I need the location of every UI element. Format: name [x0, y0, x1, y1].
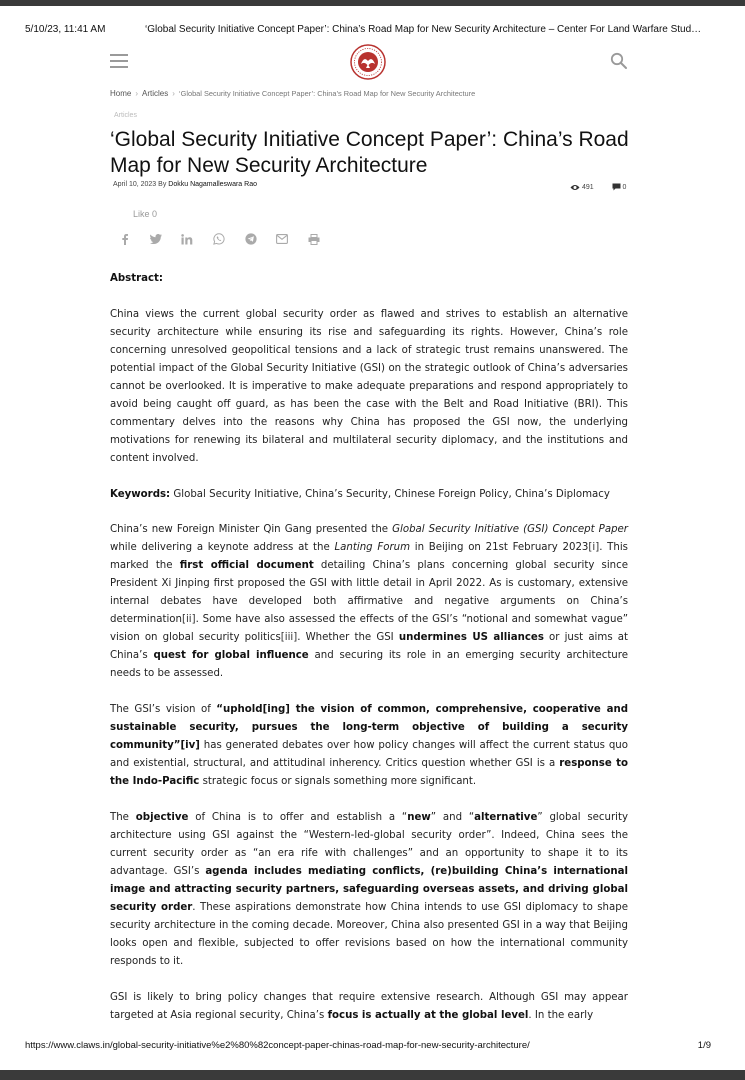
- search-icon[interactable]: [610, 52, 628, 70]
- claws-logo[interactable]: [350, 44, 386, 80]
- site-header: [110, 44, 628, 78]
- comment-icon[interactable]: [612, 184, 621, 191]
- top-edge-bar: [0, 0, 745, 6]
- print-footer: [25, 1040, 711, 1051]
- keywords-label: Keywords:: [110, 489, 171, 500]
- eye-icon: [570, 184, 580, 191]
- print-document-title: ‘Global Security Initiative Concept Paper’: China’s Road Map for New Security Architecture – Center For Land Warfare Stud…: [145, 24, 702, 35]
- twitter-icon[interactable]: [149, 232, 163, 246]
- like-label: Like: [133, 209, 150, 219]
- category-label[interactable]: Articles: [114, 112, 137, 119]
- paragraph-4: GSI is likely to bring policy changes that require extensive research. Although GSI may appear targeted at Asia regional security, China’s focus is actually at the global level. In the early: [110, 992, 628, 1021]
- whatsapp-icon[interactable]: [212, 232, 226, 246]
- abstract-heading: Abstract:: [110, 273, 163, 284]
- article-meta: [113, 181, 257, 188]
- page-url: https://www.claws.in/global-security-initiative%e2%80%82concept-paper-chinas-road-map-for-new-security-architecture/: [25, 1040, 530, 1051]
- print-icon[interactable]: [307, 232, 321, 246]
- article-stats: [570, 183, 628, 191]
- print-date: 5/10/23, 11:41 AM: [25, 24, 106, 35]
- breadcrumb: [110, 89, 475, 98]
- publish-date: April 10, 2023: [113, 181, 157, 188]
- citation-link[interactable]: [i]: [588, 542, 600, 553]
- breadcrumb-separator: ›: [172, 89, 175, 98]
- breadcrumb-separator: ›: [135, 89, 139, 98]
- keywords-paragraph: [110, 486, 628, 504]
- print-header: [25, 24, 720, 38]
- telegram-icon[interactable]: [244, 232, 258, 246]
- article-title: ‘Global Security Initiative Concept Paper’: China’s Road Map for New Security Architecture: [110, 128, 629, 177]
- citation-link[interactable]: [ii]: [181, 614, 196, 625]
- abstract-heading-paragraph: [110, 270, 628, 288]
- abstract-paragraph: China views the current global security order as flawed and strives to establish an alternative security architecture while ensuring its rise and safeguarding its rights. However, China’s role concerning unresolved geopolitical tensions and a lack of strategic trust remains unanswered. The potential impact of the Global Security Initiative (GSI) on the strategic outlook of China’s adversaries cannot be overlooked. It is imperative to make adequate preparations and respond appropriately to avoid being caught off guard, as has been the case with the Belt and Road Initiative (BRI). This commentary delves into the reasons why China has proposed the GSI now, the underlying motivations for renewing its bilateral and multilateral security diplomacy, and the institutions and content involved.: [110, 309, 628, 464]
- paragraph-1: China’s new Foreign Minister Qin Gang presented the Global Security Initiative (GSI) Concept Paper while delivering a keynote address at the Lanting Forum in Beijing on 21st February 2023[i]. This marked the first official document detailing China’s plans concerning global security since President Xi Jinping first proposed the GSI with little detail in April 2022. As is customary, extensive internal debates have developed both affirmative and negative arguments on China’s determination[ii]. Some have also assessed the effects of the GSI’s “notional and somewhat vague” vision on global security politics[iii]. Whether the GSI undermines US alliances or just aims at China’s quest for global influence and securing its role in an emerging security architecture needs to be assessed.: [110, 524, 628, 679]
- views-count: 491: [581, 183, 594, 191]
- bottom-edge-bar: [0, 1070, 745, 1080]
- article-body: [110, 270, 628, 1043]
- paragraph-3: The objective of China is to offer and establish a “new” and “alternative” global security architecture using GSI against the “Western-led-global security order”. Indeed, China sees the current security order as “an era rife with challenges” and an opportunity to shape it to its advantage. GSI’s agenda includes mediating conflicts, (re)building China’s international image and attracting security partners, safeguarding overseas assets, and driving global security order. These aspirations demonstrate how China intends to use GSI diplomacy to shape security architecture in the coming decade. Moreover, China also presented GSI in a way that Beijing looks open and flexible, subjected to offer revisions based on how the international community responds to it.: [110, 812, 629, 967]
- comments-count[interactable]: 0: [622, 183, 627, 191]
- linkedin-icon[interactable]: [180, 232, 194, 246]
- facebook-icon[interactable]: [118, 232, 132, 246]
- author-name[interactable]: Dokku Nagamalleswara Rao: [168, 181, 257, 188]
- by-label: By: [158, 181, 167, 188]
- breadcrumb-home[interactable]: Home: [110, 89, 132, 98]
- citation-link[interactable]: [iii]: [280, 632, 298, 643]
- breadcrumb-current: ‘Global Security Initiative Concept Paper’: China’s Road Map for New Security Architecture: [178, 89, 476, 98]
- gsi-vision-quote: “uphold[ing] the vision of common, comprehensive, cooperative and sustainable security, pursues the long-term objective of building a security community”[iv]: [110, 704, 628, 751]
- email-icon[interactable]: [275, 232, 289, 246]
- keywords-text: Global Security Initiative, China’s Security, Chinese Foreign Policy, China’s Diplomacy: [170, 489, 610, 500]
- like-count: 0: [152, 209, 158, 219]
- hamburger-menu-icon[interactable]: [110, 54, 128, 68]
- paragraph-2: The GSI’s vision of “uphold[ing] the vision of common, comprehensive, cooperative and sustainable security, pursues the long-term objective of building a security community”[iv] has generated debates over how policy changes will affect the current status quo and existential, structural, and attitudinal inherency. Critics question whether GSI is a response to the Indo-Pacific strategic focus or signals something more significant.: [110, 704, 628, 787]
- page-number: 1/9: [697, 1040, 711, 1051]
- like-button[interactable]: [133, 209, 157, 219]
- breadcrumb-articles[interactable]: Articles: [142, 89, 169, 98]
